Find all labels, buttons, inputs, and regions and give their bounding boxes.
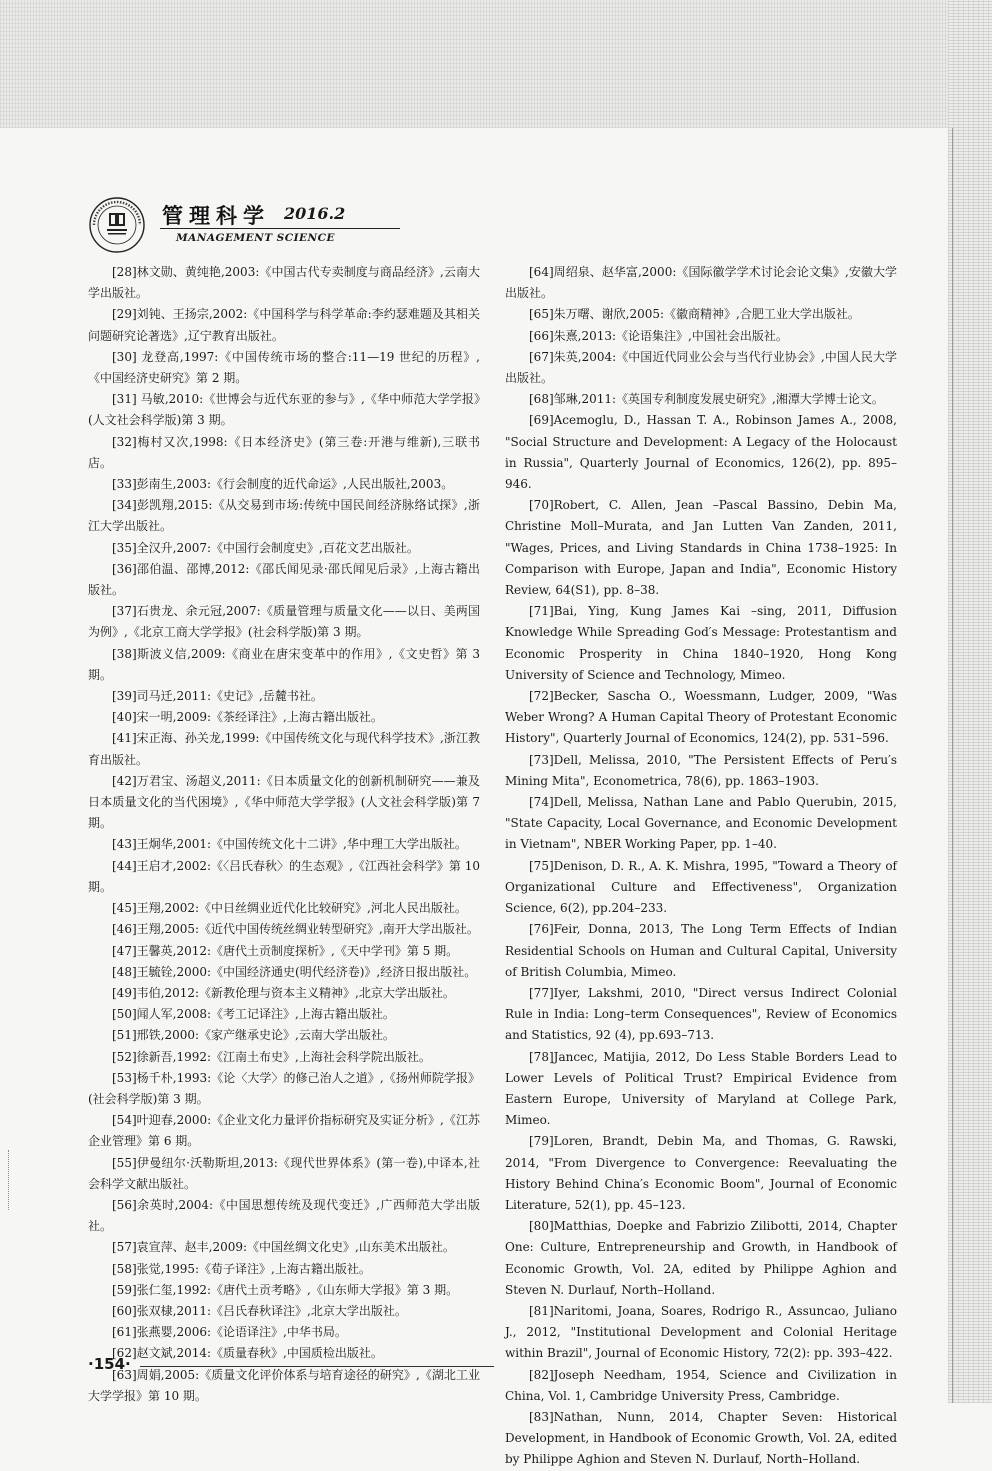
reference-entry: [42]万君宝、汤超义,2011:《日本质量文化的创新机制研究——兼及日本质量文化的当代困境》,《华中师范大学学报》(人文社会科学版)第 7 期。 (88, 773, 480, 831)
reference-entry: [79]Loren, Brandt, Debin Ma, and Thomas, G. Rawski, 2014, "From Divergence to Convergence: Reevaluating the History Behind China′s Economic Boom", Journal of Economic Literature, 52(1), pp. 45–123. (505, 1134, 897, 1212)
reference-entry: [39]司马迁,2011:《史记》,岳麓书社。 (112, 689, 323, 704)
reference-entry: [51]邢铁,2000:《家产继承史论》,云南大学出版社。 (112, 1028, 395, 1043)
reference-entry: [35]全汉升,2007:《中国行会制度史》,百花文艺出版社。 (112, 540, 419, 555)
reference-entry: [44]王启才,2002:《〈吕氏春秋〉的生态观》,《江西社会科学》第 10 期。 (88, 858, 480, 894)
journal-title-cn: 管理科学 (162, 203, 270, 228)
reference-entry: [55]伊曼纽尔·沃勒斯坦,2013:《现代世界体系》(第一卷),中译本,社会科学文献出版社。 (88, 1155, 480, 1191)
reference-entry: [43]王炯华,2001:《中国传统文化十二讲》,华中理工大学出版社。 (112, 837, 467, 852)
reference-entry: [82]Joseph Needham, 1954, Science and Civilization in China, Vol. 1, Cambridge University Press, Cambridge. (505, 1367, 897, 1403)
header-rule (160, 228, 400, 229)
reference-entry: [57]袁宣萍、赵丰,2009:《中国丝绸文化史》,山东美术出版社。 (112, 1240, 455, 1255)
reference-entry: [36]邵伯温、邵博,2012:《邵氏闻见录·邵氏闻见后录》,上海古籍出版社。 (88, 561, 480, 598)
reference-entry: [75]Denison, D. R., A. K. Mishra, 1995, "Toward a Theory of Organizational Culture and Effectiveness", Organization Science, 6(2), pp.204–233. (505, 858, 897, 916)
reference-entry: [29]刘钝、王扬宗,2002:《中国科学与科学革命:李约瑟难题及其相关问题研究论著选》,辽宁教育出版社。 (88, 307, 480, 343)
reference-entry: [74]Dell, Melissa, Nathan Lane and Pablo Querubin, 2015, "State Capacity, Local Governance, and Economic Development in Vietnam", NBER Working Paper, pp. 1–40. (505, 795, 897, 852)
issue-number: 2016.2 (284, 204, 346, 223)
reference-entry: [78]Jancec, Matijia, 2012, Do Less Stable Borders Lead to Lower Levels of Political Trust? Empirical Evidence from Eastern Europe, University of Maryland at College Park, Mimeo. (505, 1049, 897, 1128)
reference-entry: [65]朱万曙、谢欣,2005:《徽商精神》,合肥工业大学出版社。 (529, 307, 860, 322)
reference-entry: [28]林文勋、黄纯艳,2003:《中国古代专卖制度与商品经济》,云南大学出版社。 (88, 265, 480, 301)
reference-entry: [69]Acemoglu, D., Hassan T. A., Robinson James A., 2008, "Social Structure and Development: A Legacy of the Holocaust in Russia", Quarterly Journal of Economics, 126(2), pp. 895–946. (505, 413, 897, 492)
reference-entry: [56]余英时,2004:《中国思想传统及现代变迁》,广西师范大学出版社。 (88, 1197, 480, 1234)
scan-margin-marks (8, 1150, 15, 1210)
reference-entry: [49]韦伯,2012:《新教伦理与资本主义精神》,北京大学出版社。 (112, 985, 455, 1000)
reference-entry: [68]邹琳,2011:《英国专利制度发展史研究》,湘潭大学博士论文。 (529, 392, 884, 407)
reference-entry: [48]王毓铨,2000:《中国经济通史(明代经济卷)》,经济日报出版社。 (112, 964, 477, 979)
journal-header (88, 196, 388, 256)
reference-entry: [31] 马敏,2010:《世博会与近代东亚的参与》,《华中师范大学学报》(人文社会科学版)第 3 期。 (88, 392, 480, 428)
footer-rule (140, 1366, 494, 1367)
reference-entry: [70]Robert, C. Allen, Jean –Pascal Bassino, Debin Ma, Christine Moll–Murata, and Jan Lutten Van Zanden, 2011, "Wages, Prices, and Living Standards in China 1738–1925: In Comparison with Europe, Japan and India", Economic History Review, 64(S1), pp. 8–38. (505, 498, 897, 598)
reference-entry: [54]叶迎春,2000:《企业文化力量评价指标研究及实证分析》,《江苏企业管理》第 6 期。 (88, 1113, 480, 1149)
reference-entry: [30] 龙登高,1997:《中国传统市场的整合:11—19 世纪的历程》,《中国经济史研究》第 2 期。 (88, 349, 480, 386)
reference-entry: [50]闻人军,2008:《考工记译注》,上海古籍出版社。 (112, 1007, 395, 1022)
reference-entry: [72]Becker, Sascha O., Woessmann, Ludger, 2009, "Was Weber Wrong? A Human Capital Theory of Protestant Economic History", Quarterly Journal of Economics, 124(2), pp. 531–596. (505, 689, 897, 746)
reference-entry: [46]王翔,2005:《近代中国传统丝绸业转型研究》,南开大学出版社。 (112, 922, 479, 937)
reference-entry: [64]周绍泉、赵华富,2000:《国际徽学学术讨论会论文集》,安徽大学出版社。 (505, 265, 897, 301)
reference-entry: [66]朱熹,2013:《论语集注》,中国社会出版社。 (529, 328, 788, 343)
journal-seal-logo (88, 196, 146, 254)
reference-entry: [47]王馨英,2012:《唐代土贡制度探析》,《天中学刊》第 5 期。 (112, 943, 459, 958)
reference-entry: [67]朱英,2004:《中国近代同业公会与当代行业协会》,中国人民大学出版社。 (505, 349, 897, 386)
reference-entry: [60]张双棣,2011:《吕氏春秋译注》,北京大学出版社。 (112, 1303, 407, 1318)
reference-entry: [77]Iyer, Lakshmi, 2010, "Direct versus Indirect Colonial Rule in India: Long–term Consequences", Review of Economics and Statistics, 92 (4), pp.693–713. (505, 985, 897, 1043)
reference-entry: [63]周娟,2005:《质量文化评价体系与培育途径的研究》,《湖北工业大学学报》第 10 期。 (88, 1367, 480, 1403)
reference-entry: [58]张觉,1995:《荀子译注》,上海古籍出版社。 (112, 1261, 371, 1276)
page-number: ·154· (88, 1355, 131, 1373)
reference-entry: [40]宋一明,2009:《茶经译注》,上海古籍出版社。 (112, 710, 383, 725)
reference-entry: [52]徐新吾,1992:《江南土布史》,上海社会科学院出版社。 (112, 1049, 431, 1064)
references-left-column (88, 262, 480, 1407)
reference-entry: [41]宋正海、孙关龙,1999:《中国传统文化与现代科学技术》,浙江教育出版社。 (88, 731, 480, 767)
reference-entry: [34]彭凯翔,2015:《从交易到市场:传统中国民间经济脉络试探》,浙江大学出版社。 (88, 498, 480, 534)
reference-entry: [80]Matthias, Doepke and Fabrizio Zilibotti, 2014, Chapter One: Culture, Entrepreneurship and Growth, in Handbook of Economic Growth, Vol. 2A, edited by Philippe Aghion and Steven N. Durlauf, North–Holland. (505, 1219, 897, 1297)
reference-entry: [33]彭南生,2003:《行会制度的近代命运》,人民出版社,2003。 (112, 477, 454, 492)
reference-entry: [61]张燕婴,2006:《论语译注》,中华书局。 (112, 1325, 347, 1340)
reference-entry: [71]Bai, Ying, Kung James Kai –sing, 2011, Diffusion Knowledge While Spreading God′s Message: Protestantism and Economic Prosperity in China 1840–1920, Hong Kong University of Science and Technology, Mimeo. (505, 604, 897, 682)
reference-entry: [83]Nathan, Nunn, 2014, Chapter Seven: Historical Development, in Handbook of Economic Growth, Vol. 2A, edited by Philippe Aghion and Steven N. Durlauf, North–Holland. (505, 1409, 897, 1467)
reference-entry: [37]石贵龙、余元冠,2007:《质量管理与质量文化——以日、美两国为例》,《北京工商大学学报》(社会科学版)第 3 期。 (88, 604, 480, 640)
reference-entry: [38]斯波义信,2009:《商业在唐宋变革中的作用》,《文史哲》第 3 期。 (88, 646, 480, 682)
references-right-column (505, 262, 897, 1471)
reference-entry: [59]张仁玺,1992:《唐代土贡考略》,《山东师大学报》第 3 期。 (112, 1282, 459, 1297)
reference-entry: [53]杨千朴,1993:《论〈大学〉的修己治人之道》,《扬州师院学报》(社会科学版)第 3 期。 (88, 1070, 480, 1106)
reference-entry: [45]王翔,2002:《中日丝绸业近代化比较研究》,河北人民出版社。 (112, 901, 467, 916)
reference-entry: [76]Feir, Donna, 2013, The Long Term Effects of Indian Residential Schools on Human and Cultural Capital, University of British Columbia, Mimeo. (505, 922, 897, 979)
reference-entry: [81]Naritomi, Joana, Soares, Rodrigo R., Assuncao, Juliano J., 2012, "Institutional Development and Colonial Heritage within Brazil", Journal of Economic History, 72(2): pp. 393–422. (505, 1303, 897, 1361)
reference-entry: [73]Dell, Melissa, 2010, "The Persistent Effects of Peru′s Mining Mita", Econometrica, 78(6), pp. 1863–1903. (505, 752, 897, 788)
scan-artifact-top (0, 0, 992, 128)
reference-entry: [62]赵文斌,2014:《质量春秋》,中国质检出版社。 (112, 1346, 383, 1361)
journal-title-en: MANAGEMENT SCIENCE (176, 232, 335, 244)
scan-edge-line (952, 128, 953, 1403)
page-footer (88, 1355, 508, 1375)
reference-entry: [32]梅村又次,1998:《日本经济史》(第三卷:开港与维新),三联书店。 (88, 434, 480, 470)
scan-artifact-right (948, 0, 992, 1403)
